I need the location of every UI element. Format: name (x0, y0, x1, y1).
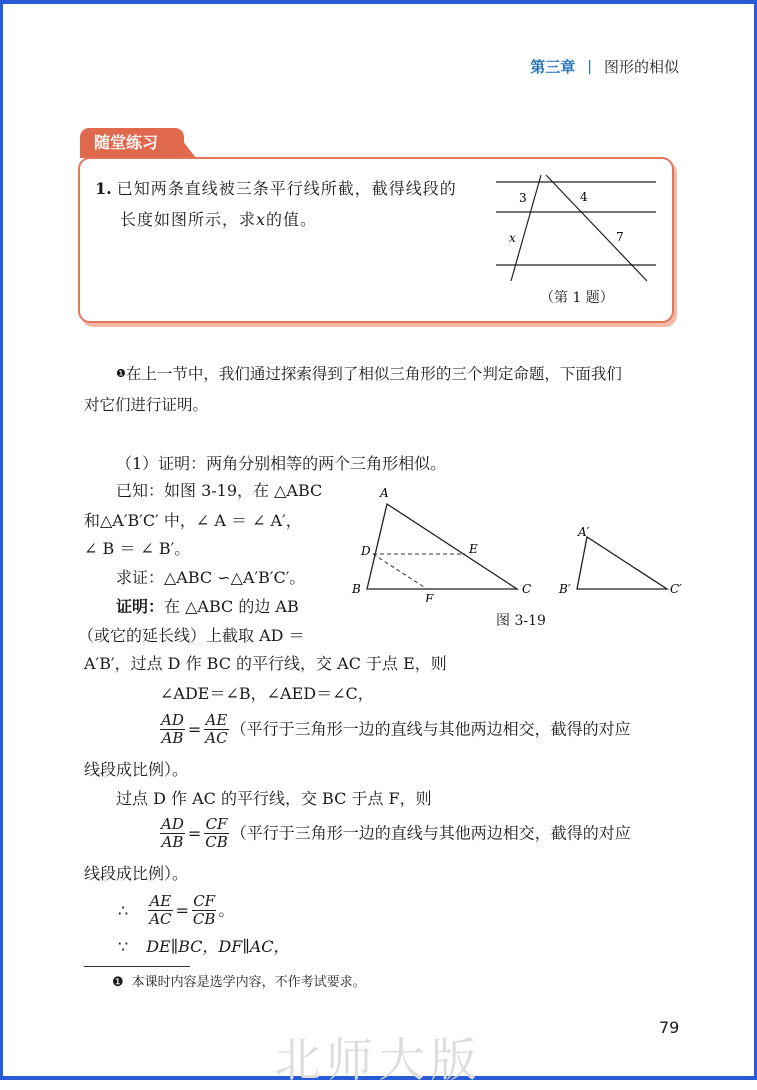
numerator: AE (205, 711, 228, 729)
because-symbol: ∵ (118, 937, 129, 956)
proof-line3: A′B′，过点 D 作 BC 的平行线，交 AC 于点 E，则 (84, 654, 447, 673)
chapter-label: 第三章 (530, 58, 576, 76)
prove-line: 求证：△ABC ∽△A′B′C′。 (116, 568, 306, 587)
figure-3-19 (345, 482, 690, 602)
running-header (530, 56, 679, 77)
given-line1: 已知：如图 3-19，在 △ABC (116, 481, 323, 500)
proof-label: 证明： (116, 597, 165, 616)
denominator: AC (205, 729, 228, 747)
denominator: AC (149, 910, 172, 928)
segment-label-4: 4 (580, 190, 588, 204)
because-line (118, 934, 290, 960)
figure-caption-1: （第 1 题） (540, 290, 614, 306)
footnote-text: 本课时内容是选学内容，不作考试要求。 (131, 975, 366, 990)
problem-line2 (120, 207, 317, 233)
segment-label-3: 3 (519, 191, 527, 205)
triangle-a2b2c2 (577, 537, 667, 589)
segment-df (373, 554, 427, 589)
intro-line2: 对它们进行证明。 (84, 396, 209, 414)
figure-caption-319: 图 3-19 (496, 613, 546, 629)
proof-line2: （或它的延长线）上截取 AD ＝ (78, 626, 305, 645)
numerator: AD (161, 711, 184, 729)
footnote-ref: ❶ (116, 367, 126, 380)
fraction (204, 816, 229, 851)
numerator: AE (149, 892, 172, 910)
triangle-abc (367, 504, 517, 589)
label-e: E (469, 542, 478, 556)
segment-label-x: x (509, 231, 516, 245)
given-line3: ∠ B ＝ ∠ B′。 (84, 539, 191, 558)
header-separator: | (587, 58, 592, 75)
label-b: B (352, 582, 361, 596)
chapter-topic: 图形的相似 (603, 58, 679, 76)
denominator: AB (161, 833, 184, 851)
watermark: 北师大版 (274, 1033, 483, 1087)
denominator: AB (161, 729, 184, 747)
numerator: CF (205, 815, 228, 833)
fraction (204, 712, 228, 747)
footnote-rule (84, 966, 190, 967)
footnote (112, 970, 366, 996)
ratio-line-1: $\frac{AD}{AB}$ = $\frac{AE}{AC}$ （平行于三角形一边的直线与其他两边相交，截得的对应 (161, 711, 631, 747)
problem-line2-a: 长度如图所示，求 (120, 210, 257, 229)
problem-1 (95, 176, 457, 202)
label-f: F (425, 592, 434, 602)
proof-heading: （1）证明：两角分别相等的两个三角形相似。 (116, 454, 447, 473)
label-c-prime: C′ (670, 582, 682, 596)
given-line2: 和△A′B′C′ 中，∠ A ＝ ∠ A′， (84, 511, 302, 530)
numerator: CF (193, 892, 216, 910)
therefore-line: ∴ $\frac{AE}{AC}$ = $\frac{CF}{CB}$ 。 (118, 892, 235, 928)
problem-line2-b: 的值。 (266, 210, 318, 229)
reason-continued-2: 线段成比例）。 (84, 864, 189, 883)
therefore-symbol: ∴ (118, 900, 129, 920)
denominator: CB (205, 833, 228, 851)
fraction (160, 712, 185, 747)
footnote-marker: ❶ (112, 975, 124, 990)
fraction (148, 893, 172, 928)
problem-variable: x (256, 210, 267, 229)
label-a-prime: A′ (578, 525, 590, 539)
intro-text-1: 在上一节中，我们通过探索得到了相似三角形的三个判定命题，下面我们 (125, 365, 622, 383)
reason-continued: 线段成比例）。 (84, 760, 189, 779)
denominator: CB (192, 910, 216, 928)
fraction (160, 816, 185, 851)
proof-line1 (116, 594, 299, 620)
parallel-statement: DE∥BC，DF∥AC， (146, 937, 290, 956)
proof-text-1: 在 △ABC 的边 AB (164, 597, 299, 616)
problem-number: 1. (95, 179, 112, 198)
practice-tab: 随堂练习 (80, 128, 184, 158)
label-c: C (522, 582, 532, 596)
intro-line1 (116, 361, 622, 387)
step-2: 过点 D 作 AC 的平行线，交 BC 于点 F，则 (116, 789, 432, 808)
label-d: D (361, 544, 371, 558)
page-number: 79 (659, 1018, 680, 1037)
numerator: AD (161, 815, 184, 833)
problem-line1: 已知两条直线被三条平行线所截，截得线段的 (116, 179, 457, 198)
reason-text: （平行于三角形一边的直线与其他两边相交，截得的对应 (230, 719, 631, 739)
angle-equalities: ∠ADE＝∠B，∠AED＝∠C， (160, 684, 374, 703)
ratio-line-2: $\frac{AD}{AB}$ = $\frac{CF}{CB}$ （平行于三角形一边的直线与其他两边相交，截得的对应 (161, 815, 631, 851)
reason-text-2: （平行于三角形一边的直线与其他两边相交，截得的对应 (230, 823, 631, 843)
label-a: A (380, 486, 389, 500)
segment-label-7: 7 (616, 230, 624, 244)
label-b-prime: B′ (559, 582, 571, 596)
fraction (192, 893, 217, 928)
